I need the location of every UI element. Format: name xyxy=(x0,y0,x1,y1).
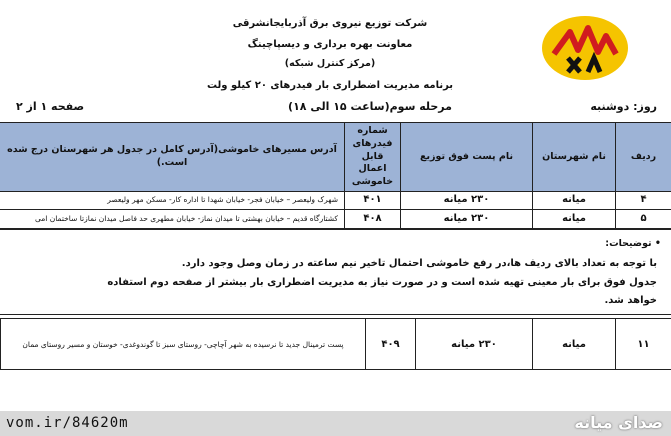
row-post: ۲۳۰ میانه xyxy=(400,209,532,228)
table-row xyxy=(0,318,671,370)
watermark-footer xyxy=(0,411,671,436)
center-name: (مرکز کنترل شبکه) xyxy=(284,58,376,69)
table-row xyxy=(0,209,671,229)
row-feeder: ۴۰۱ xyxy=(344,190,400,209)
company-logo-icon xyxy=(540,14,630,82)
company-name: شرکت توزیع نیروی برق آذربایجانشرقی xyxy=(232,18,428,29)
note-line: خواهد شد. xyxy=(604,295,657,306)
brand-watermark: صدای میانه xyxy=(574,413,663,432)
table-header-row xyxy=(0,122,671,192)
header-post: نام پست فوق توزیع xyxy=(400,123,532,191)
notes-title: • توضیحات: xyxy=(605,238,661,249)
row-address: پست ترمینال جدید تا نرسیده به شهر آچاچی- روستای سبز تا گوندوغدی- خوستان و مسیر روستای ممان xyxy=(0,319,365,369)
department-name: معاونت بهره برداری و دیسپاچینگ xyxy=(247,39,413,50)
row-address: کشتارگاه قدیم – خیابان بهشتی تا میدان نماز- خیابان مطهری حد فاصل میدان نمازتا ساختمان امی xyxy=(34,214,338,223)
table-row xyxy=(0,190,671,210)
row-post: ۲۳۰ میانه xyxy=(400,190,532,209)
row-radif: ۱۱ xyxy=(615,319,671,369)
notes-section xyxy=(0,229,671,315)
header-city: نام شهرستان xyxy=(532,123,615,191)
day-label: روز: دوشنبه xyxy=(590,100,657,113)
info-line xyxy=(0,98,671,118)
row-city: میانه xyxy=(532,190,615,209)
document-header xyxy=(0,0,671,122)
row-radif: ۵ xyxy=(615,209,671,228)
row-feeder: ۴۰۸ xyxy=(344,209,400,228)
header-feeders: شماره فیدرهای قابل اعمال خاموشی xyxy=(344,123,400,191)
row-city: میانه xyxy=(532,209,615,228)
stage-label: مرحله سوم(ساعت ۱۵ الی ۱۸) xyxy=(288,100,452,113)
row-feeder: ۴۰۹ xyxy=(365,319,415,369)
header-address: آدرس مسیرهای خاموشی(آدرس کامل در جدول هر شهرستان درج شده است.) xyxy=(7,144,337,168)
source-url: vom.ir/84620m xyxy=(6,415,129,431)
row-city: میانه xyxy=(532,319,615,369)
row-address: شهرک ولیعصر – خیابان فجر- خیابان شهدا تا اداره کار- مسکن مهر ولیعصر xyxy=(107,195,338,204)
page-number: صفحه ۱ از ۲ xyxy=(16,100,85,113)
note-line: با توجه به تعداد بالای ردیف ها،در رفع خاموشی احتمال تاخیر نیم ساعته در زمان وصل وجود دارد. xyxy=(181,258,657,269)
header-radif: ردیف xyxy=(615,123,671,191)
program-title: برنامه مدیریت اضطراری بار فیدرهای ۲۰ کیلو ولت xyxy=(206,80,454,91)
row-post: ۲۳۰ میانه xyxy=(415,319,532,369)
note-line: جدول فوق برای بار معینی تهیه شده است و در صورت نیاز به مدیریت اضطراری بار بیشتر از صفحه دوم استفاده xyxy=(107,277,657,288)
row-radif: ۴ xyxy=(615,190,671,209)
